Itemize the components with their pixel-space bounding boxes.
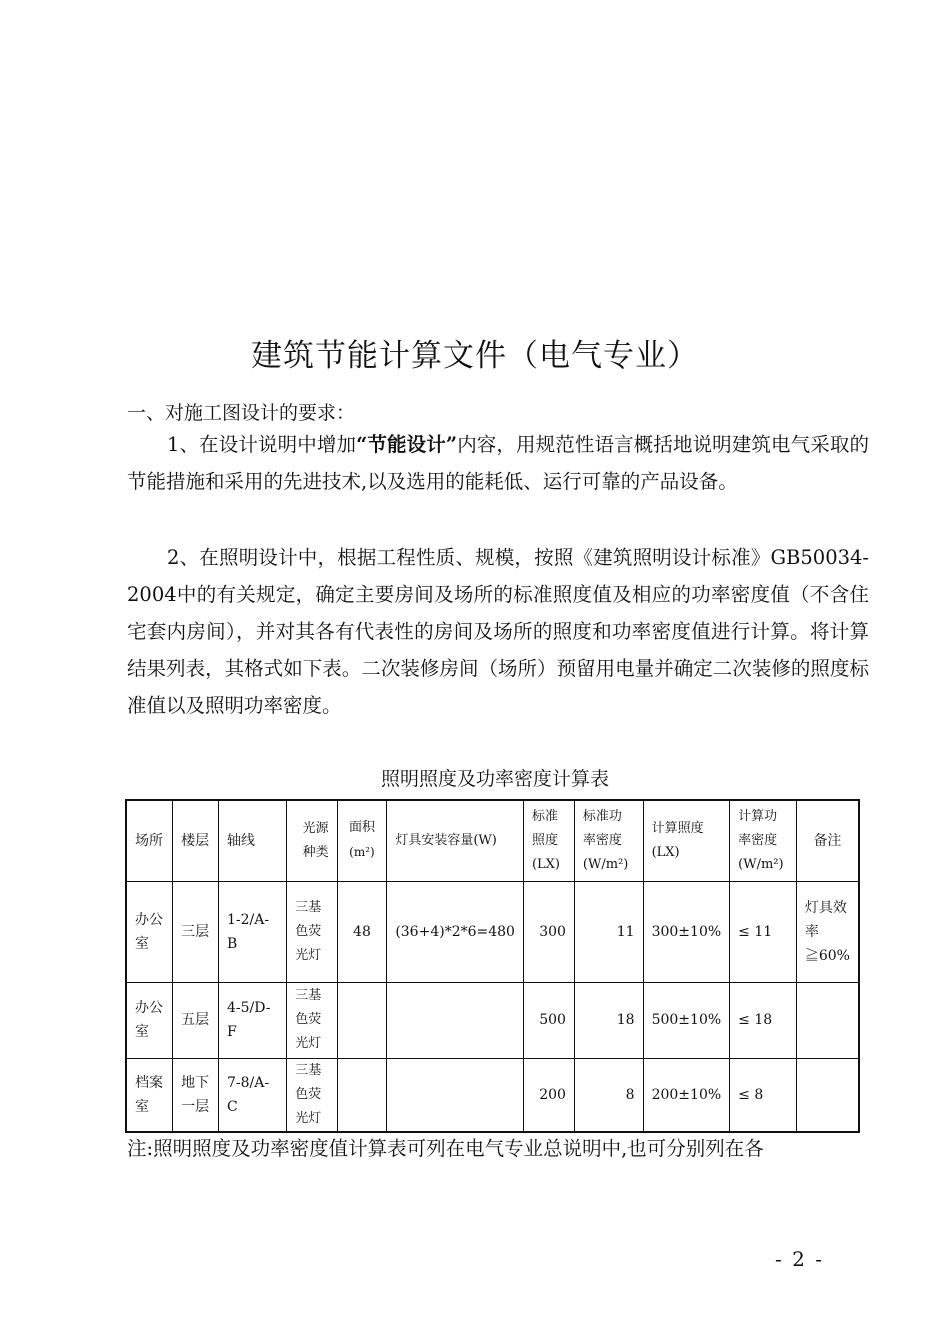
header-fixture-capacity: 灯具安装容量(W) (387, 800, 524, 881)
header-std-illuminance: 标准照度(LX) (523, 800, 574, 881)
cell-light-source: 三基色荧光灯 (287, 881, 337, 982)
cell-fixture-capacity (387, 1058, 524, 1132)
header-area-unit: (m²) (349, 845, 375, 860)
page-number: - 2 - (775, 1247, 824, 1271)
cell-std-power-density: 18 (574, 982, 643, 1058)
paragraph-1-prefix: 1、在设计说明中增加 (167, 433, 357, 456)
header-std-power-density: 标准功率密度(W/m²) (574, 800, 643, 881)
table-caption: 照明照度及功率密度计算表 (380, 768, 609, 790)
cell-floor: 五层 (173, 982, 219, 1058)
cell-area (337, 1058, 387, 1132)
header-area-label: 面积 (348, 820, 375, 836)
header-remarks: 备注 (796, 800, 859, 881)
cell-std-illuminance: 300 (523, 881, 574, 982)
cell-calc-power-density: ≤ 8 (730, 1058, 797, 1132)
cell-axis: 4-5/D-F (219, 982, 287, 1058)
cell-calc-power-density: ≤ 18 (730, 982, 797, 1058)
cell-std-power-density: 8 (574, 1058, 643, 1132)
cell-place: 办公室 (126, 982, 173, 1058)
paragraph-2: 2、在照明设计中，根据工程性质、规模，按照《建筑照明设计标准》GB50034-2004中的有关规定，确定主要房间及场所的标准照度值及相应的功率密度值（不含住宅套内房间），并对其各有代表性的房间及场所的照度和功率密度值进行计算。将计算结果列表，其格式如下表。二次装修房间（场所）预留用电量并确定二次装修的照度标准值以及照明功率密度。 (127, 546, 869, 717)
cell-light-source: 三基色荧光灯 (287, 982, 337, 1058)
cell-remarks (796, 982, 859, 1058)
paragraph-1-highlight: “节能设计” (356, 433, 458, 456)
cell-calc-illuminance: 300±10% (643, 881, 730, 982)
lighting-calc-table (125, 799, 860, 1133)
cell-remarks: 灯具效率≧60% (796, 881, 859, 982)
table-row (126, 982, 859, 1058)
table-row (126, 881, 859, 982)
header-light-source: 光源种类 (287, 800, 337, 881)
paragraph-1 (127, 426, 869, 500)
header-area (337, 800, 387, 881)
cell-std-illuminance: 200 (523, 1058, 574, 1132)
cell-floor: 三层 (173, 881, 219, 982)
cell-light-source: 三基色荧光灯 (287, 1058, 337, 1132)
page-title: 建筑节能计算文件（电气专业） (251, 338, 699, 374)
table-note: 注:照明照度及功率密度值计算表可列在电气专业总说明中,也可分别列在各 (127, 1137, 764, 1160)
section-heading: 一、对施工图设计的要求： (127, 402, 356, 424)
cell-place: 办公室 (126, 881, 173, 982)
cell-floor: 地下一层 (173, 1058, 219, 1132)
cell-area: 48 (337, 881, 387, 982)
cell-fixture-capacity: (36+4)*2*6=480 (387, 881, 524, 982)
cell-std-power-density: 11 (574, 881, 643, 982)
header-calc-power-density: 计算功率密度(W/m²) (730, 800, 797, 881)
cell-std-illuminance: 500 (523, 982, 574, 1058)
cell-area (337, 982, 387, 1058)
cell-calc-illuminance: 200±10% (643, 1058, 730, 1132)
cell-remarks (796, 1058, 859, 1132)
cell-calc-power-density: ≤ 11 (730, 881, 797, 982)
cell-calc-illuminance: 500±10% (643, 982, 730, 1058)
cell-axis: 7-8/A-C (219, 1058, 287, 1132)
cell-place: 档案室 (126, 1058, 173, 1132)
table-header-row (126, 800, 859, 881)
cell-axis: 1-2/A-B (219, 881, 287, 982)
paragraph-1-suffix: 内容，用规范性语言概括地说明建筑电气采取的节能措施和采用的先进技术,以及选用的能耗低、运行可靠的产品设备。 (127, 433, 869, 493)
header-place: 场所 (126, 800, 173, 881)
table-row (126, 1058, 859, 1132)
header-floor: 楼层 (173, 800, 219, 881)
header-calc-illuminance: 计算照度(LX) (643, 800, 730, 881)
cell-fixture-capacity (387, 982, 524, 1058)
header-axis: 轴线 (219, 800, 287, 881)
